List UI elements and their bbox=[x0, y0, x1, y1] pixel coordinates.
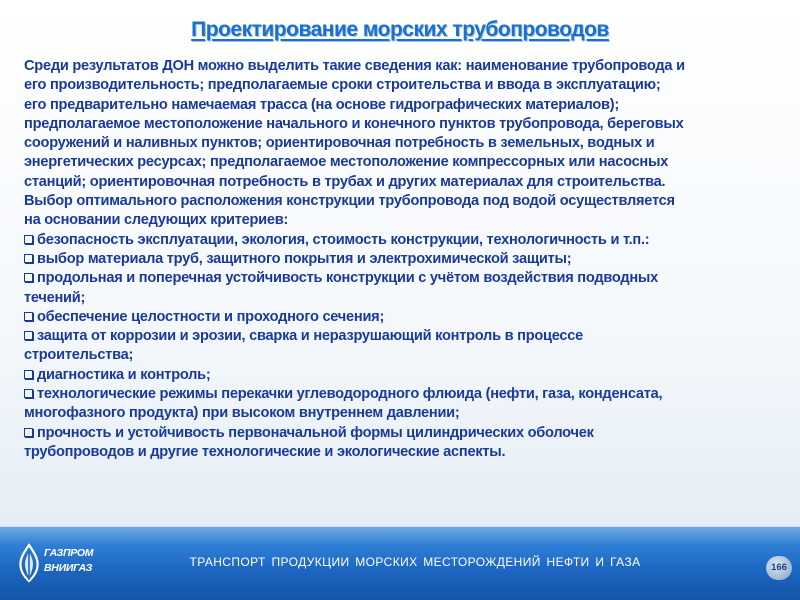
logo-line-1: ГАЗПРОМ bbox=[44, 547, 94, 559]
criteria-text-continued: течений; bbox=[24, 289, 86, 306]
criteria-text: прочность и устойчивость первоначальной формы цилиндрических оболочек bbox=[37, 424, 594, 441]
checkbox-square-icon bbox=[24, 428, 33, 437]
checkbox-square-icon bbox=[24, 312, 33, 321]
criteria-item bbox=[24, 269, 776, 308]
criteria-text: продольная и поперечная устойчивость конструкции с учётом воздействия подводных bbox=[37, 270, 658, 287]
criteria-item bbox=[24, 424, 776, 463]
footer-caption: ТРАНСПОРТ ПРОДУКЦИИ МОРСКИХ МЕСТОРОЖДЕНИЙ НЕФТИ И ГАЗА bbox=[189, 555, 641, 569]
paragraph-line: станций; ориентировочная потребность в трубах и других материалах для строительства. bbox=[24, 173, 666, 190]
logo-line-2: ВНИИГАЗ bbox=[44, 562, 93, 574]
criteria-text: выбор материала труб, защитного покрытия и электрохимической защиты; bbox=[37, 250, 572, 267]
paragraph-line: его предварительно намечаемая трасса (на основе гидрографических материалов); bbox=[24, 96, 619, 113]
intro-paragraph bbox=[24, 57, 776, 231]
criteria-item bbox=[24, 366, 776, 385]
criteria-text-continued: трубопроводов и другие технологические и экологические аспекты. bbox=[24, 443, 506, 460]
paragraph-line: энергетических ресурсах; предполагаемое местоположение компрессорных или насосных bbox=[24, 154, 669, 171]
paragraph-line: на основании следующих критериев: bbox=[24, 212, 289, 229]
criteria-text: технологические режимы перекачки углеводородного флюида (нефти, газа, конденсата, bbox=[37, 386, 663, 403]
criteria-text-continued: многофазного продукта) при высоком внутреннем давлении; bbox=[24, 405, 460, 422]
criteria-text: диагностика и контроль; bbox=[37, 366, 211, 383]
page-number-badge: 166 bbox=[766, 556, 792, 580]
checkbox-square-icon bbox=[24, 235, 33, 244]
checkbox-square-icon bbox=[24, 331, 33, 340]
criteria-text-continued: строительства; bbox=[24, 347, 134, 364]
criteria-text: безопасность эксплуатации, экология, стоимость конструкции, технологичность и т.п.: bbox=[37, 231, 650, 248]
criteria-item bbox=[24, 250, 776, 269]
criteria-item bbox=[24, 231, 776, 250]
slide-title: Проектирование морских трубопроводов bbox=[191, 18, 609, 41]
criteria-item bbox=[24, 327, 776, 366]
paragraph-line: сооружений и наливных пунктов; ориентировочная потребность в земельных, водных и bbox=[24, 135, 655, 152]
checkbox-square-icon bbox=[24, 254, 33, 263]
paragraph-line: предполагаемое местоположение начального и конечного пунктов трубопровода, береговых bbox=[24, 115, 684, 132]
paragraph-line: его производительность; предполагаемые сроки строительства и ввода в эксплуатацию; bbox=[24, 77, 661, 94]
criteria-item bbox=[24, 385, 776, 424]
paragraph-line: Среди результатов ДОН можно выделить такие сведения как: наименование трубопровода и bbox=[24, 58, 685, 74]
paragraph-line: Выбор оптимального расположения конструкции трубопровода под водой осуществляется bbox=[24, 193, 675, 210]
slide-body bbox=[24, 57, 776, 462]
gazprom-flame-icon bbox=[14, 543, 44, 583]
criteria-text: обеспечение целостности и проходного сечения; bbox=[37, 308, 385, 325]
criteria-item bbox=[24, 308, 776, 327]
checkbox-square-icon bbox=[24, 273, 33, 282]
company-logo bbox=[14, 541, 94, 585]
checkbox-square-icon bbox=[24, 370, 33, 379]
checkbox-square-icon bbox=[24, 389, 33, 398]
criteria-text: защита от коррозии и эрозии, сварка и неразрушающий контроль в процессе bbox=[37, 328, 584, 345]
